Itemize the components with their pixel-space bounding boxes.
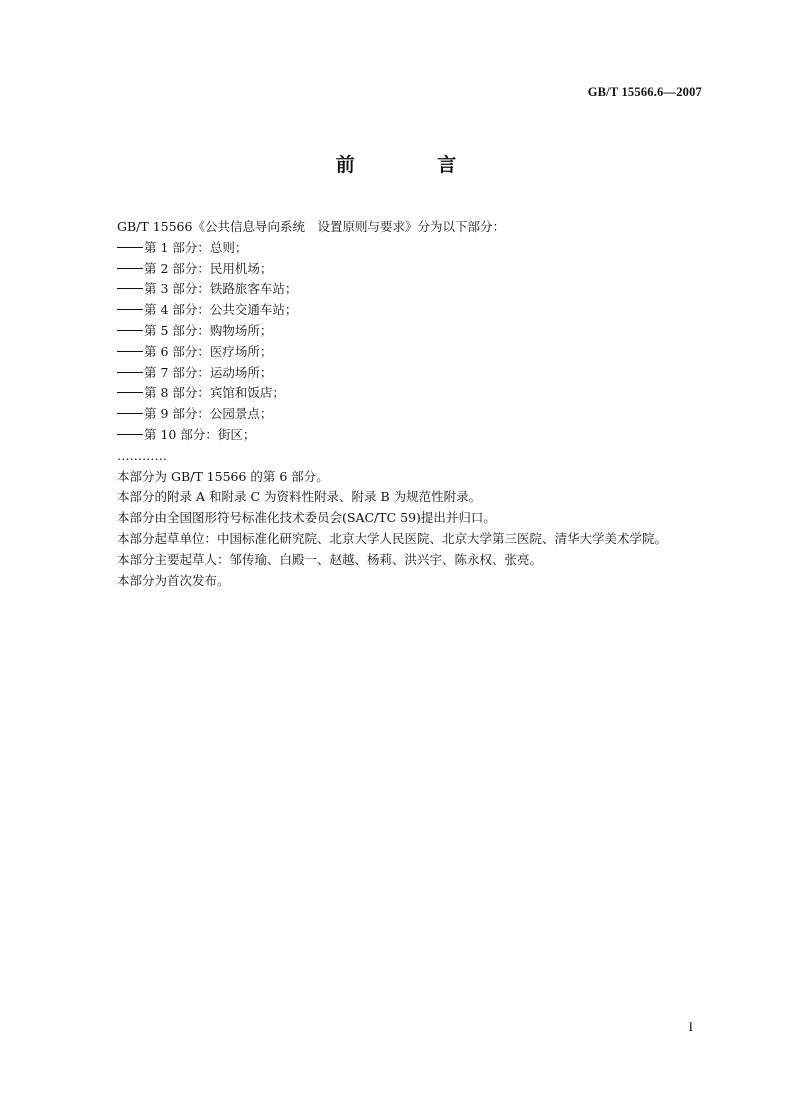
intro-line: GB/T 15566《公共信息导向系统 设置原则与要求》分为以下部分： (117, 219, 505, 234)
list-item (117, 300, 717, 321)
list-item (117, 383, 717, 404)
list-item-text: 第 1 部分：总则； (144, 239, 248, 255)
dash-mark (117, 372, 143, 373)
dash-mark (117, 268, 143, 269)
list-item-text: 第 2 部分：民用机场； (144, 260, 273, 276)
dash-mark (117, 392, 143, 393)
page-title: 前 言 (335, 154, 495, 176)
list-item (117, 425, 717, 446)
dash-mark (117, 351, 143, 352)
paragraph: 本部分的附录 A 和附录 C 为资料性附录、附录 B 为规范性附录。 (117, 489, 482, 505)
dash-mark (117, 330, 143, 331)
list-item (117, 404, 717, 425)
list-item-text: 第 5 部分：购物场所； (144, 322, 273, 338)
list-item-text: 第 4 部分：公共交通车站； (144, 302, 298, 318)
list-item (117, 363, 717, 384)
dash-mark (117, 309, 143, 310)
dash-mark (117, 288, 143, 289)
list-item-text: 第 9 部分：公园景点； (144, 406, 273, 422)
dash-mark (117, 247, 143, 248)
paragraph: 本部分起草单位：中国标准化研究院、北京大学人民医院、北京大学第三医院、清华大学美术学院。 (117, 530, 668, 546)
list-item (117, 321, 717, 342)
list-item-text: 第 7 部分：运动场所； (144, 364, 273, 380)
list-item (117, 342, 717, 363)
list-item (117, 259, 717, 280)
list-item-text: 第 10 部分：街区； (144, 426, 256, 442)
paragraph: 本部分主要起草人：邹传瑜、白殿一、赵越、杨莉、洪兴宇、陈永权、张亮。 (117, 551, 543, 567)
foreword-body (117, 217, 717, 591)
list-item-text: 第 6 部分：医疗场所； (144, 343, 273, 359)
paragraph: 本部分由全国图形符号标准化技术委员会(SAC/TC 59)提出并归口。 (117, 510, 496, 526)
list-item-text: 第 3 部分：铁路旅客车站； (144, 281, 298, 297)
list-item (117, 238, 717, 259)
list-item (117, 279, 717, 300)
dash-mark (117, 413, 143, 414)
page-number: I (688, 1019, 693, 1034)
paragraph: 本部分为首次发布。 (117, 572, 230, 588)
paragraph: 本部分为 GB/T 15566 的第 6 部分。 (117, 468, 329, 484)
list-item-text: 第 8 部分：宾馆和饭店； (144, 385, 285, 401)
ellipsis-line: ………… (117, 447, 167, 463)
standard-code: GB/T 15566.6—2007 (587, 85, 702, 99)
dash-mark (117, 434, 143, 435)
